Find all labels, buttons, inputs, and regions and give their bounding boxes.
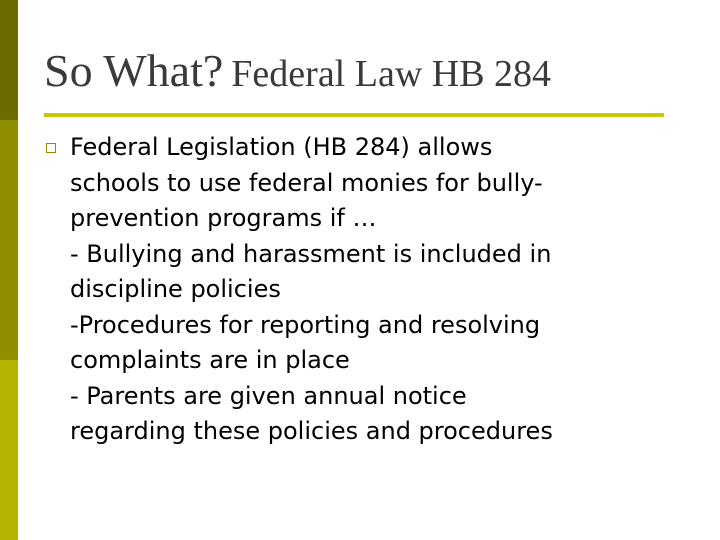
hollow-square-icon <box>46 143 56 153</box>
bullet-line: - Parents are given annual notice <box>70 381 467 410</box>
bullet-line: Federal Legislation (HB 284) allows <box>70 133 493 161</box>
slide-title <box>44 45 552 96</box>
slide-title-main: So What? <box>44 45 224 96</box>
bullet-line: regarding these policies and procedures <box>70 417 553 445</box>
sidebar-segment-dark <box>0 0 18 120</box>
sidebar-segment-mid <box>0 120 18 360</box>
title-underline <box>44 113 664 117</box>
bullet-line: prevention programs if … <box>70 204 377 232</box>
bullet-line: -Procedures for reporting and resolving <box>70 310 541 339</box>
slide-title-sub: Federal Law HB 284 <box>231 53 552 95</box>
bullet-text <box>70 130 680 450</box>
decorative-sidebar <box>0 0 18 540</box>
sidebar-segment-light <box>0 360 18 540</box>
bullet-line: discipline policies <box>70 275 281 303</box>
bullet-line: - Bullying and harassment is included in <box>70 239 552 268</box>
bullet-line: complaints are in place <box>70 346 350 374</box>
bullet-line: schools to use federal monies for bully- <box>70 168 543 197</box>
